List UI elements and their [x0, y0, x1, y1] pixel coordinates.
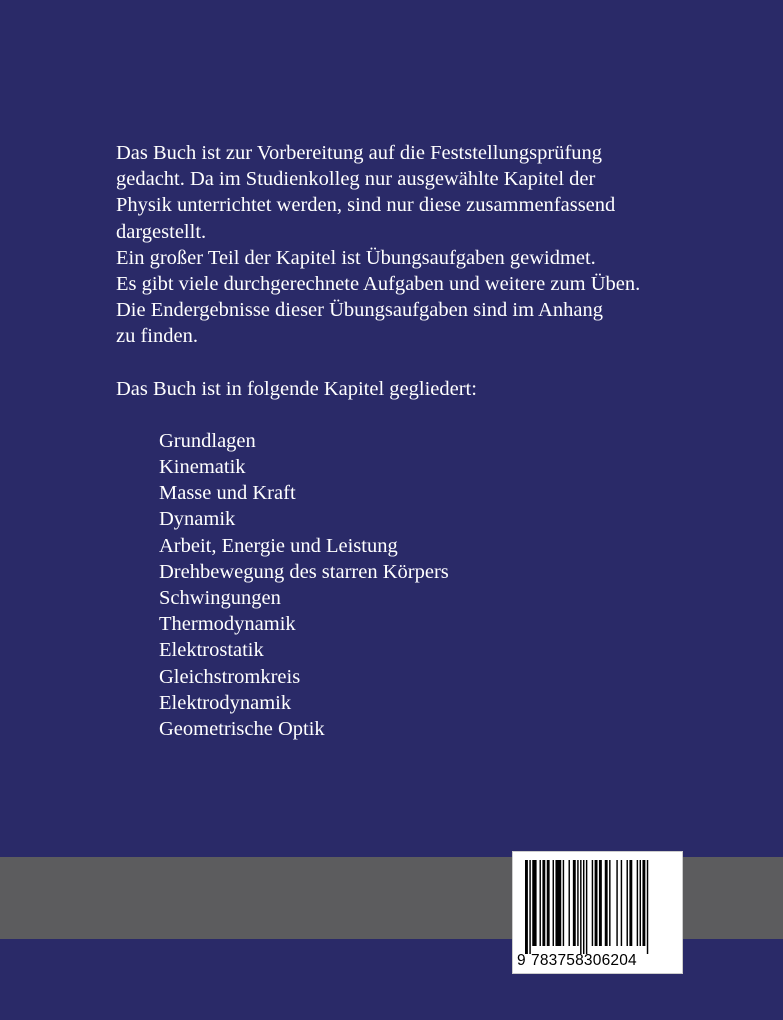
chapter-item: Dynamik	[159, 508, 236, 531]
barcode-bars	[523, 860, 674, 954]
chapter-item: Gleichstromkreis	[159, 665, 301, 688]
barcode-bar	[540, 860, 541, 946]
intro-line-8: zu finden.	[116, 325, 198, 348]
barcode	[512, 851, 683, 974]
barcode-bar	[553, 860, 554, 946]
barcode-bar	[555, 860, 561, 946]
paragraph-gap	[116, 350, 756, 376]
barcode-bar	[599, 860, 602, 946]
barcode-bar	[542, 860, 545, 946]
chapter-item: Geometrische Optik	[159, 718, 325, 741]
barcode-bar	[605, 860, 608, 946]
barcode-lead-digit: 9	[517, 952, 526, 969]
barcode-bar	[529, 860, 530, 954]
barcode-bar	[532, 860, 536, 946]
chapter-item: Masse und Kraft	[159, 482, 296, 505]
intro-line-6: Es gibt viele durchgerechnete Aufgaben und weitere zum Üben.	[116, 273, 641, 296]
intro-line-2: gedacht. Da im Studienkolleg nur ausgewählte Kapitel der	[116, 168, 596, 191]
chapter-list	[116, 428, 756, 742]
barcode-bar	[525, 860, 528, 954]
chapter-item: Kinematik	[159, 456, 246, 479]
barcode-digits	[517, 952, 680, 970]
intro-line-1: Das Buch ist zur Vorbereitung auf die Feststellungsprüfung	[116, 142, 603, 164]
barcode-bar	[586, 860, 587, 954]
chapter-item: Drehbewegung des starren Körpers	[159, 560, 449, 583]
chapter-item: Grundlagen	[159, 429, 256, 452]
barcode-bar	[640, 860, 641, 946]
barcode-bar	[595, 860, 598, 946]
chapter-item: Elektrostatik	[159, 639, 264, 662]
barcode-bar	[647, 860, 648, 954]
barcode-bar	[616, 860, 617, 946]
barcode-bar	[637, 860, 638, 946]
chapter-item: Arbeit, Energie und Leistung	[159, 534, 398, 557]
barcode-bar	[580, 860, 581, 954]
intro-line-7: Die Endergebnisse dieser Übungsaufgaben sind im Anhang	[116, 299, 603, 322]
chapters-intro: Das Buch ist in folgende Kapitel gegliedert:	[116, 377, 477, 400]
barcode-bar	[569, 860, 570, 946]
barcode-bar	[573, 860, 576, 946]
barcode-number: 783758306204	[531, 952, 637, 969]
barcode-bar	[642, 860, 645, 946]
blurb-text	[116, 140, 756, 742]
intro-line-3: Physik unterrichtet werden, sind nur diese zusammenfassend	[116, 194, 616, 217]
barcode-bar	[609, 860, 610, 946]
intro-line-5: Ein großer Teil der Kapitel ist Übungsaufgaben gewidmet.	[116, 246, 596, 269]
barcode-bar	[592, 860, 593, 946]
barcode-bar	[627, 860, 628, 946]
paragraph-gap	[116, 402, 756, 428]
barcode-bar	[583, 860, 584, 954]
barcode-bar	[563, 860, 564, 946]
barcode-bar	[621, 860, 622, 946]
chapter-item: Schwingungen	[159, 587, 281, 610]
barcode-bar	[629, 860, 632, 946]
intro-line-4: dargestellt.	[116, 220, 207, 243]
chapter-item: Thermodynamik	[159, 613, 296, 636]
barcode-bar	[577, 860, 578, 946]
chapter-item: Elektrodynamik	[159, 691, 292, 714]
barcode-bar	[547, 860, 550, 946]
